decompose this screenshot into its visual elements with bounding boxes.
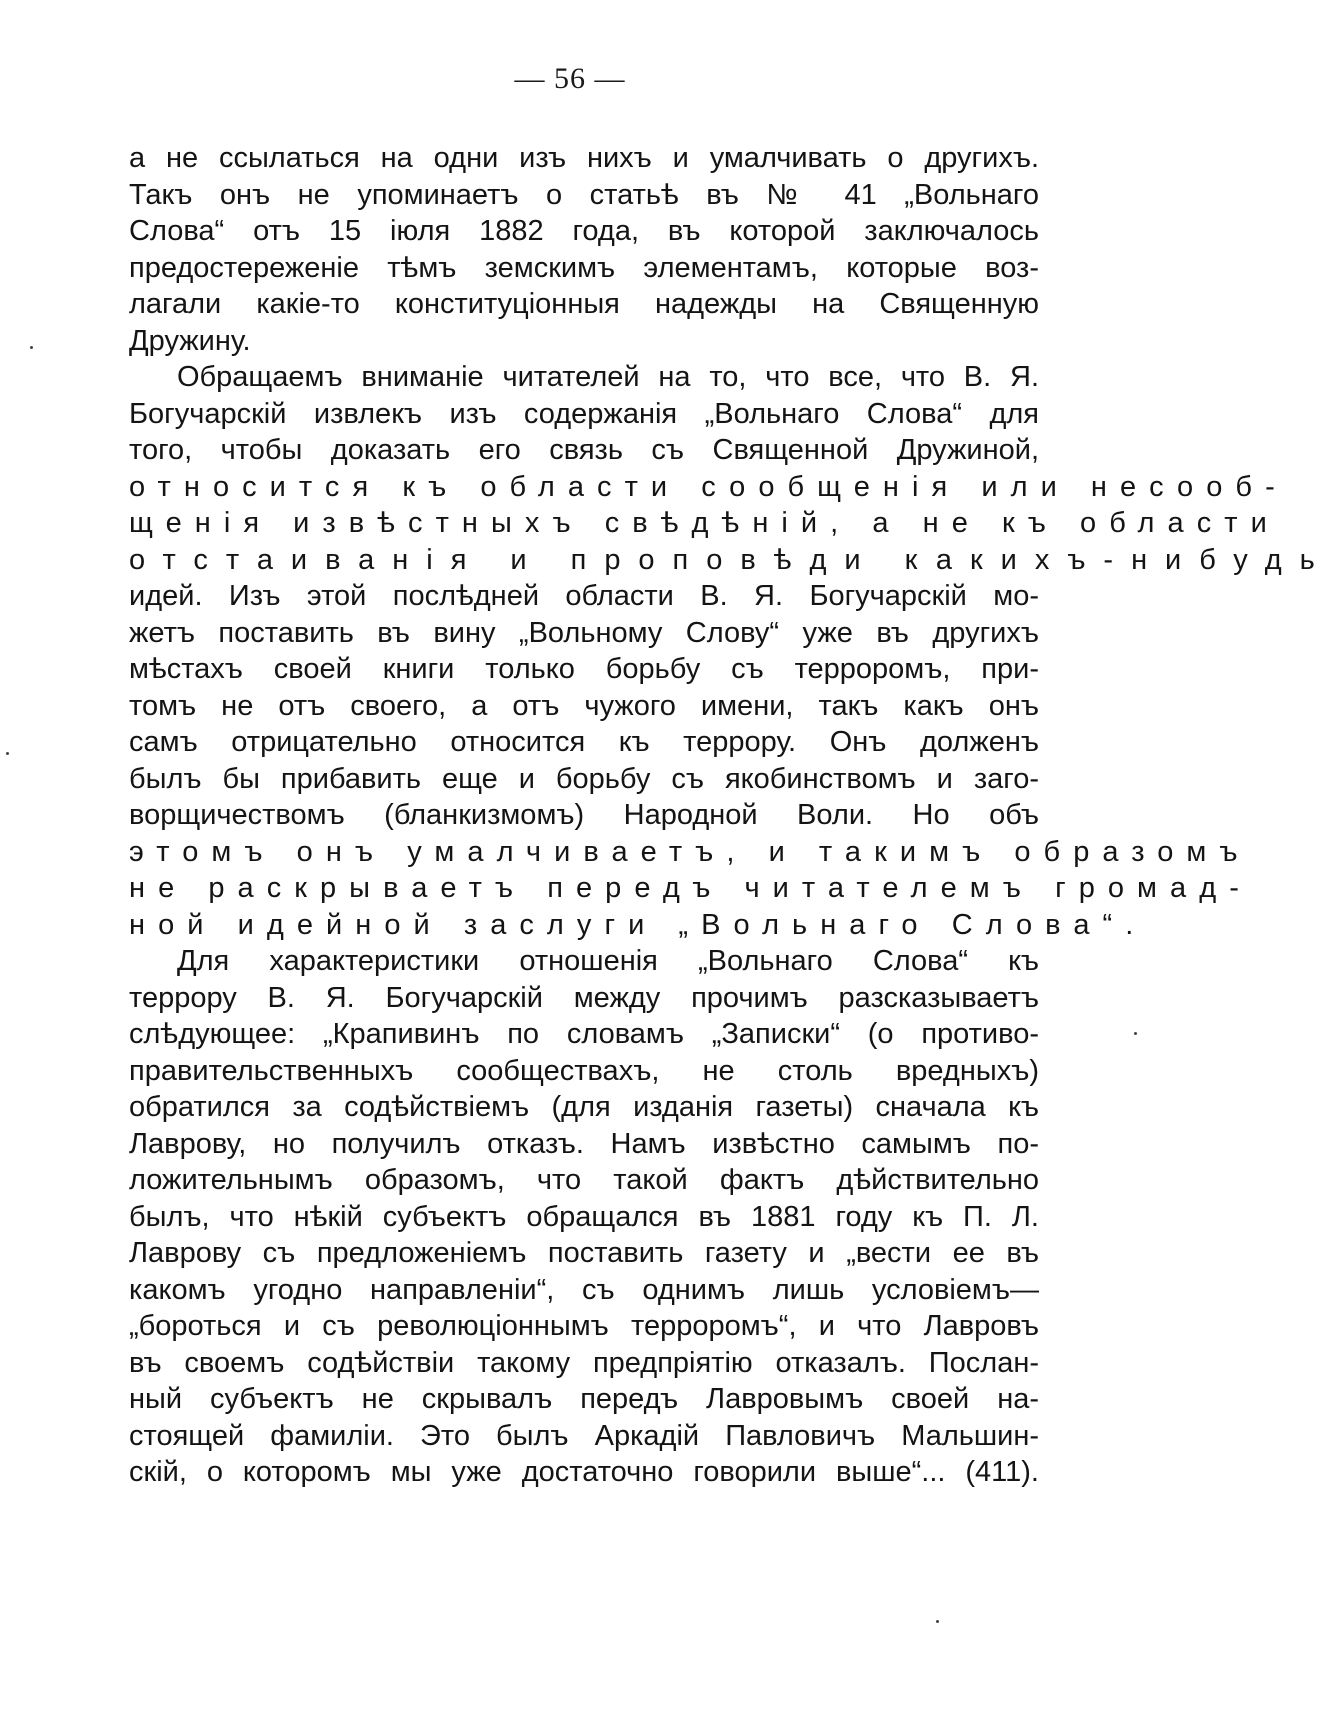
text-line: Слова“ отъ 15 іюля 1882 года, въ которой заключалось xyxy=(129,215,1039,247)
text-line-spaced: отстаиванія и проповѣди какихъ-нибудь xyxy=(129,543,1333,576)
text-line-spaced: этомъ онъ умалчиваетъ, и такимъ образомъ xyxy=(129,835,1251,868)
text-line: жетъ поставить въ вину „Вольному Слову“ уже въ другихъ xyxy=(129,616,1039,649)
text-line: Дружину. xyxy=(129,324,251,357)
paragraph-1 xyxy=(129,140,1039,359)
text-line: обратился за содѣйствіемъ (для изданія газеты) сначала къ xyxy=(129,1091,1039,1123)
text-line: былъ бы прибавить еще и борьбу съ якобинствомъ и заго- xyxy=(129,762,1039,795)
text-line-spaced: ной идейной заслуги „Вольнаго Слова“. xyxy=(129,908,1147,941)
text-line: скій, о которомъ мы уже достаточно говорили выше“... (411). xyxy=(129,1456,1039,1488)
text-line: Обращаемъ вниманіе читателей на то, что все, что В. Я. xyxy=(177,361,1039,393)
text-line: былъ, что нѣкій субъектъ обращался въ 1881 году къ П. Л. xyxy=(129,1200,1039,1233)
body-text xyxy=(129,140,1333,1491)
text-line: Для характеристики отношенія „Вольнаго Слова“ къ xyxy=(177,945,1039,977)
text-line: Богучарскій извлекъ изъ содержанія „Вольнаго Слова“ для xyxy=(129,397,1039,430)
text-line: самъ отрицательно относится къ террору. Онъ долженъ xyxy=(129,726,1039,758)
text-line: предостереженіе тѣмъ земскимъ элементамъ, которые воз- xyxy=(129,251,1039,284)
text-line: въ своемъ содѣйствіи такому предпріятію отказалъ. Послан- xyxy=(129,1346,1039,1379)
text-line: томъ не отъ своего, а отъ чужого имени, такъ какъ онъ xyxy=(129,689,1039,722)
text-line: идей. Изъ этой послѣдней области В. Я. Богучарскій мо- xyxy=(129,580,1039,612)
scan-speck xyxy=(936,1620,939,1623)
paragraph-3 xyxy=(129,943,1039,1491)
text-line: стоящей фамиліи. Это былъ Аркадій Павловичъ Мальшин- xyxy=(129,1419,1039,1452)
text-line-spaced: щенія извѣстныхъ свѣдѣній, а не къ области xyxy=(129,507,1280,539)
page-number: — 56 — xyxy=(514,62,626,95)
text-line: Лаврову, но получилъ отказъ. Намъ извѣстно самымъ по- xyxy=(129,1127,1039,1160)
text-line: ворщичествомъ (бланкизмомъ) Народной Воли. Но объ xyxy=(129,799,1039,831)
text-line: а не ссылаться на одни изъ нихъ и умалчивать о другихъ. xyxy=(129,142,1039,174)
text-line-spaced: относится къ области сообщенія или несооб- xyxy=(129,470,1288,503)
scan-speck xyxy=(6,752,9,755)
paragraph-2 xyxy=(129,359,1333,943)
text-line: террору В. Я. Богучарскій между прочимъ разсказываетъ xyxy=(129,981,1039,1014)
text-line: какомъ угодно направленіи“, съ однимъ лишь условіемъ— xyxy=(129,1273,1039,1306)
text-line: того, чтобы доказать его связь съ Священной Дружиной, xyxy=(129,434,1039,466)
text-line-spaced: не раскрываетъ передъ читателемъ громад- xyxy=(129,872,1252,904)
text-line: правительственныхъ сообществахъ, не столь вредныхъ) xyxy=(129,1054,1039,1087)
text-line: ложительнымъ образомъ, что такой фактъ дѣйствительно xyxy=(129,1164,1039,1196)
text-line: Лаврову съ предложеніемъ поставить газету и „вести ее въ xyxy=(129,1237,1039,1269)
scan-speck xyxy=(1134,1032,1137,1035)
scan-speck xyxy=(30,346,33,349)
text-line: ный субъектъ не скрывалъ передъ Лавровымъ своей на- xyxy=(129,1383,1039,1415)
text-line: „бороться и съ революціоннымъ терроромъ“, и что Лавровъ xyxy=(129,1310,1039,1342)
text-line: лагали какіе-то конституціонныя надежды на Священную xyxy=(129,288,1039,320)
text-line: мѣстахъ своей книги только борьбу съ терроромъ, при- xyxy=(129,653,1039,685)
text-line: Такъ онъ не упоминаетъ о статьѣ въ № 41 „Вольнаго xyxy=(129,178,1039,211)
text-line: слѣдующее: „Крапивинъ по словамъ „Записки“ (о противо- xyxy=(129,1018,1039,1050)
